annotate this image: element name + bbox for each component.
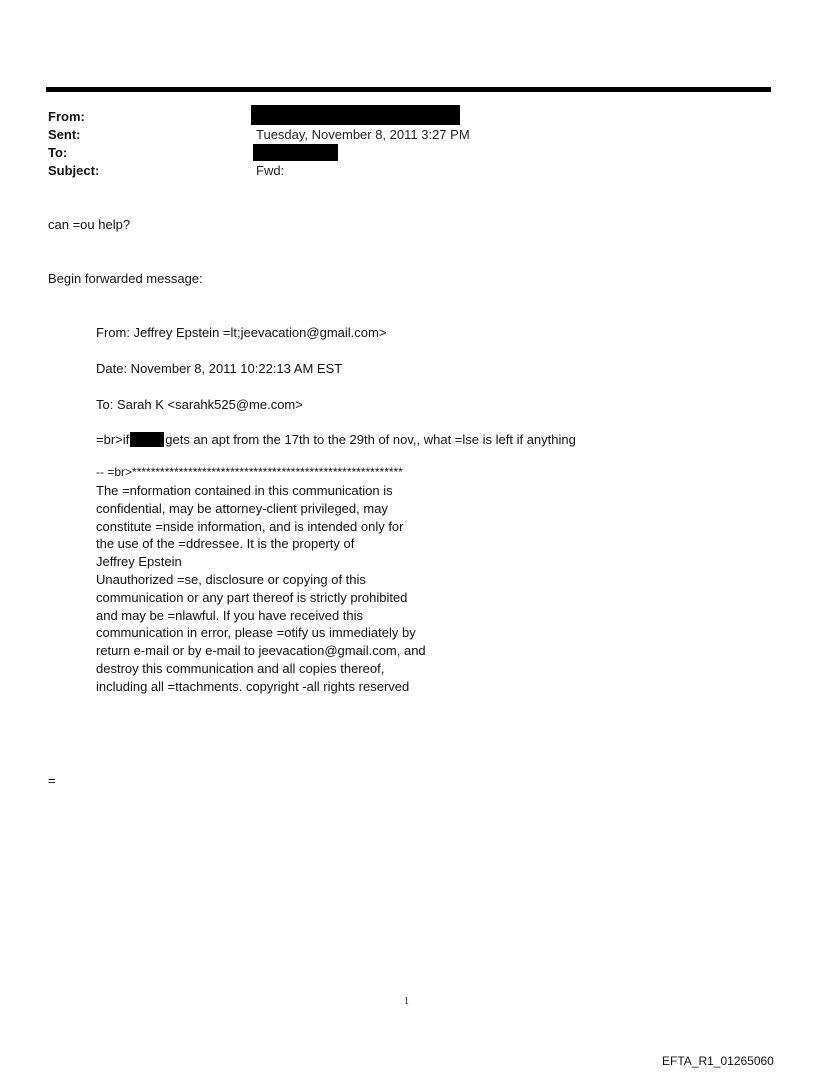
message-redaction (130, 432, 164, 447)
body-line-forwarded: Begin forwarded message: (48, 271, 203, 286)
to-label: To: (48, 145, 68, 160)
from-label: From: (48, 109, 85, 124)
header-rule (46, 87, 771, 92)
forwarded-from: From: Jeffrey Epstein =lt;jeevacation@gmail.com> (96, 325, 387, 340)
subject-value: Fwd: (256, 163, 285, 178)
confidentiality-disclaimer (96, 482, 616, 696)
disclaimer-line: confidential, may be attorney-client privileged, may (96, 500, 388, 516)
disclaimer-line: return e-mail or by e-mail to jeevacation@gmail.com, and (96, 643, 426, 659)
to-redaction (253, 144, 338, 161)
disclaimer-line: communication in error, please =otify us immediately by (96, 625, 416, 641)
forwarded-to: To: Sarah K <sarahk525@me.com> (96, 397, 303, 412)
disclaimer-line: Jeffrey Epstein (96, 554, 182, 570)
from-redaction (251, 105, 460, 125)
trailing-equals: = (48, 773, 56, 788)
document-id: EFTA_R1_01265060 (662, 1054, 774, 1068)
sent-value: Tuesday, November 8, 2011 3:27 PM (256, 127, 470, 142)
signature-separator: -- =br>********************************************************** (96, 465, 403, 479)
forwarded-message (96, 431, 576, 449)
disclaimer-line: and may be =nlawful. If you have received this (96, 607, 364, 623)
subject-label: Subject: (48, 163, 100, 178)
disclaimer-line: The =nformation contained in this communication is (96, 483, 393, 498)
disclaimer-line: Unauthorized =se, disclosure or copying of this (96, 571, 366, 587)
forwarded-date: Date: November 8, 2011 10:22:13 AM EST (96, 361, 343, 376)
disclaimer-line: communication or any part thereof is strictly prohibited (96, 589, 408, 605)
disclaimer-line: including all =ttachments. copyright -all rights reserved (96, 678, 410, 694)
disclaimer-line: destroy this communication and all copies thereof, (96, 660, 385, 676)
disclaimer-line: the use of the =ddressee. It is the property of (96, 536, 355, 552)
body-line-help: can =ou help? (48, 217, 131, 232)
sent-label: Sent: (48, 127, 81, 142)
message-start: =br>if (96, 432, 130, 447)
disclaimer-line: constitute =nside information, and is intended only for (96, 518, 404, 534)
message-end: gets an apt from the 17th to the 29th of nov,, what =lse is left if anything (165, 432, 576, 447)
page-number: 1 (404, 996, 409, 1007)
